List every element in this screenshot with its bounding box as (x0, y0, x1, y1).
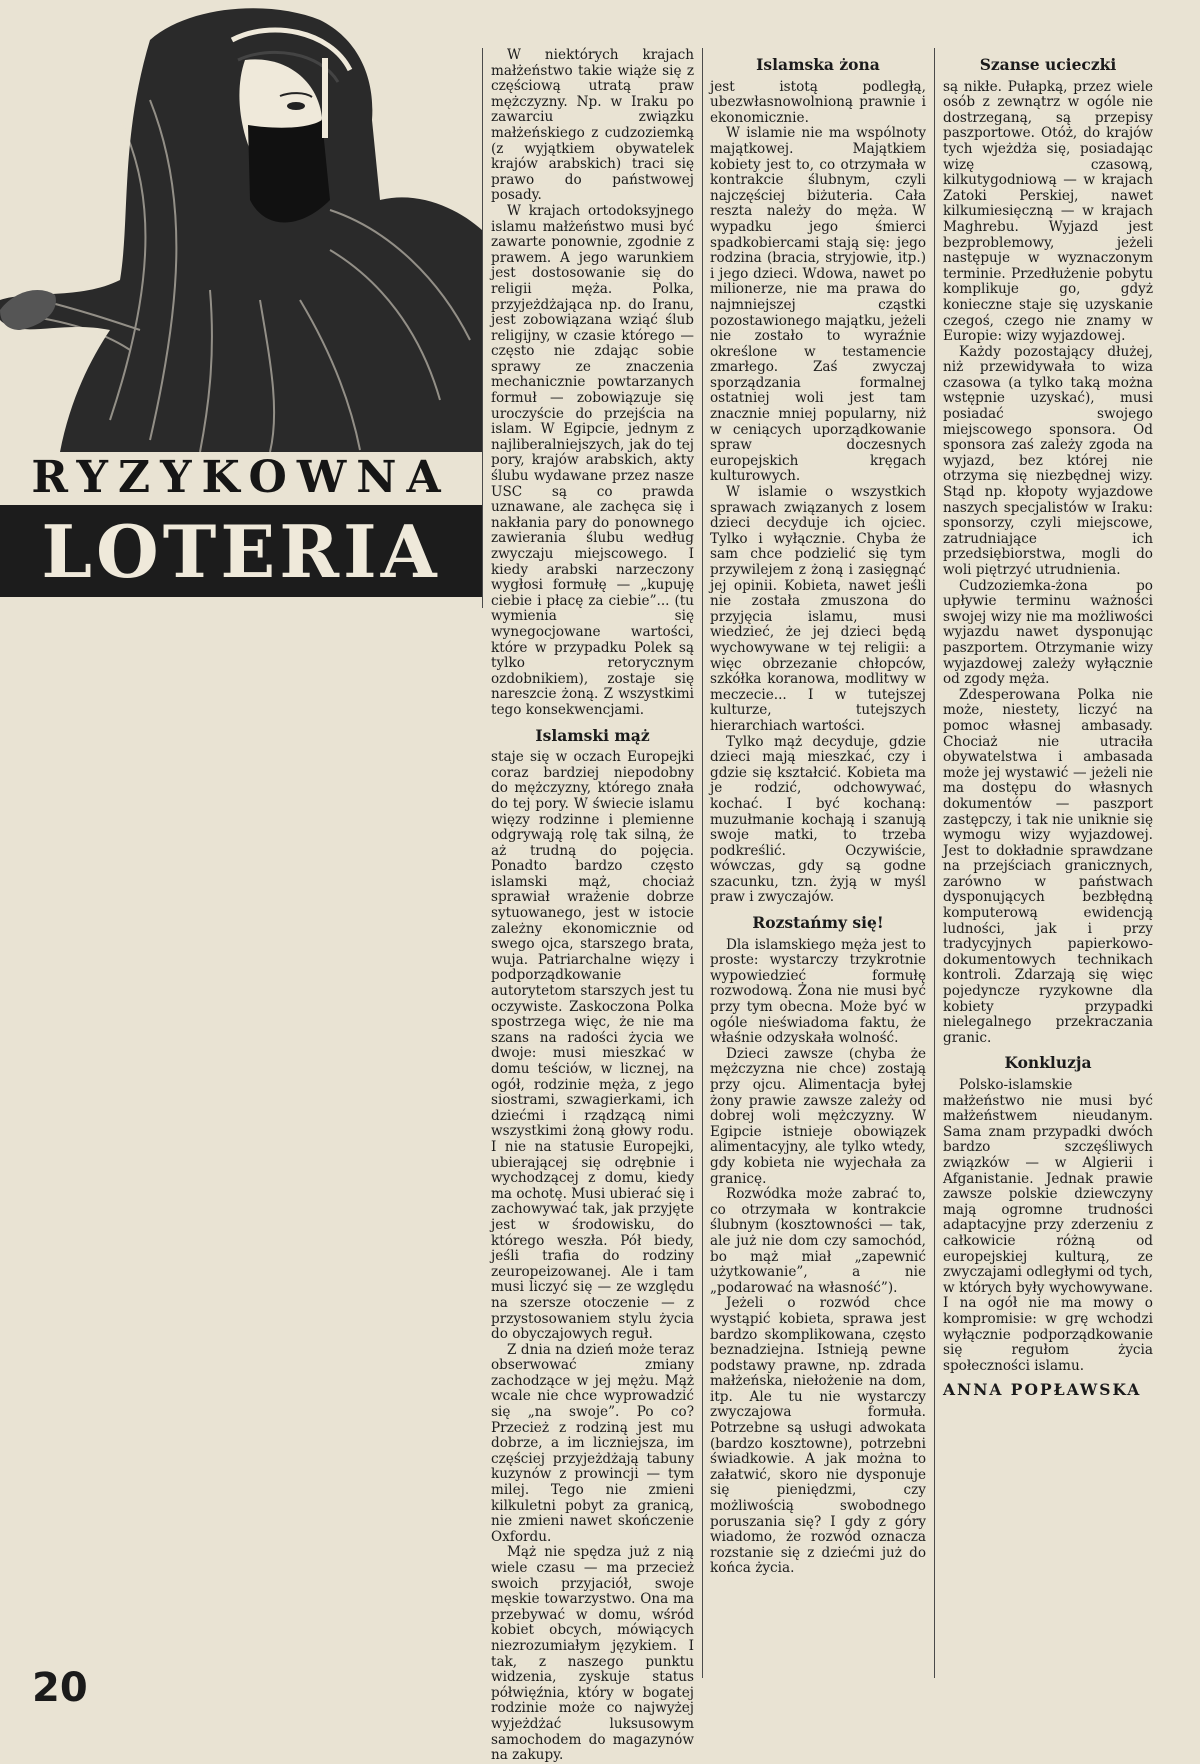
column-rule (482, 48, 483, 608)
veiled-woman-illustration (0, 0, 482, 452)
section-heading: Konkluzja (1004, 1053, 1092, 1073)
paragraph: staje się w oczach Europejki coraz bardziej niepodobny do mężczyzny, którego znała do tej pory. W świecie islamu więzy rodzinne i plemienne odgrywają rolę tak silną, że aż trudną do pojęcia. Ponadto bardzo często islamski mąż, chociaż sprawiał wrażenie dobrze sytuowanego, jest w istocie zależny ekonomicznie od swego ojca, starszego brata, wuja. Patriarchalne więzy i podporządkowanie autorytetom starszych jest tu oczywiste. Zaskoczona Polka spostrzega więc, że nie ma szans na radości życia we dwoje: musi mieszkać w domu teściów, w licznej, na ogół, rodzinie męża, z jego siostrami, szwagierkami, ich dziećmi i rządzącą nimi wszystkimi żoną głowy rodu. I nie na statusie Europejki, ubierającej się odrębnie i wychodzącej z domu, kiedy ma ochotę. Musi ubierać się i zachowywać tak, jak przyjęte jest w środowisku, do którego weszła. Pół biedy, jeśli trafia do rodziny zeuropeizowanej. Ale i tam musi liczyć się — ze względu na szersze otoczenie — z przystosowaniem stylu życia do obyczajowych reguł. (491, 749, 694, 1343)
paragraph: Zdesperowana Polka nie może, niestety, liczyć na pomoc własnej ambasady. Chociaż nie utraciła obywatelstwa i ambasada może jej wystawić — jeżeli nie ma dostępu do własnych dokumentów — paszport zastępczy, i tak nie uniknie się wymogu wizy wyjazdowej. Jest to dokładnie sprawdzane na przejściach granicznych, zarówno w państwach dysponujących bezbłędną komputerową ewidencją ludności, jak i przy tradycyjnych papierkowo-dokumentowych technikach kontroli. Zdarzają się więc pojedyncze ryzykowne dla kobiety przypadki nielegalnego przekraczania granic. (943, 686, 1153, 1046)
paragraph: jest istotą podległą, ubezwłasnowolnioną prawnie i ekonomicznie. (710, 78, 926, 126)
column-rule (702, 48, 703, 1678)
article-column-4 (710, 48, 926, 1678)
column-rule (934, 48, 935, 1678)
headline-line1: RYZYKOWNA (0, 456, 482, 500)
article-column-5 (943, 48, 1153, 1678)
paragraph: W niektórych krajach małżeństwo takie wiąże się z częściową utratą praw mężczyzny. Np. w Iraku po zawarciu związku małżeńskiego z cudzoziemką (z wyjątkiem obywatelek krajów arabskich) traci się prawo do państwowej posady. (491, 47, 694, 204)
paragraph: W islamie nie ma wspólnoty majątkowej. Majątkiem kobiety jest to, co otrzymała w kontrakcie ślubnym, czyli najczęściej biżuteria. Cała reszta należy do męża. W wypadku jego śmierci spadkobiercami stają się: jego rodzina (bracia, stryjowie, itp.) i jego dzieci. Wdowa, nawet po milionerze, nie ma prawa do najmniejszej cząstki pozostawionego majątku, jeżeli nie zostało to wyraźnie określone w testamencie zmarłego. Zaś zwyczaj sporządzania formalnej ostatniej woli jest tam znacznie mniej popularny, niż w ceniących uporządkowanie spraw doczesnych europejskich kręgach kulturowych. (710, 125, 926, 485)
paragraph: Polsko-islamskie małżeństwo nie musi być małżeństwem nieudanym. Sama znam przypadki dwóch bardzo szczęśliwych związków — w Algierii i Afganistanie. Jednak prawie zawsze polskie dziewczyny mają ogromne trudności adaptacyjne przy zderzeniu z całkowicie różną od europejskiej kulturą, ze zwyczajami odległymi od tych, w których były wychowywane. I na ogół nie ma mowy o kompromisie: w grę wchodzi wyłącznie podporządkowanie się regułom życia społeczności islamu. (943, 1077, 1153, 1374)
paragraph: Rozwódka może zabrać to, co otrzymała w kontrakcie ślubnym (kosztowności — tak, ale już nie dom czy samochód, bo mąż miał „zapewnić użytkowanie”, a nie „podarować na własność”). (710, 1186, 926, 1296)
paragraph: Z dnia na dzień może teraz obserwować zmiany zachodzące w jej mężu. Mąż wcale nie chce wyprowadzić się „na swoje”. Po co? Przecież z rodziną jest mu dobrze, a im liczniejsza, im częściej przyjeżdżają tabuny kuzynów z prowincji — tym milej. Tego nie zmieni kilkuletni pobyt za granicą, nie zmieni nawet skończenie Oxfordu. (491, 1341, 694, 1545)
paragraph: W krajach ortodoksyjnego islamu małżeństwo musi być zawarte ponownie, zgodnie z prawem. A jego warunkiem jest dostosowanie się do religii męża. Polka, przyjeżdżająca np. do Iranu, jest zobowiązana wziąć ślub religijny, w czasie którego — często nie zdając sobie sprawy ze znaczenia mechanicznie powtarzanych formuł — zobowiązuje się uroczyście do przejścia na islam. W Egipcie, jednym z najliberalniejszych, jak do tej pory, krajów arabskich, akty ślubu wydawane przez nasze USC są co prawda uznawane, ale zachęca się i nakłania pary do ponownego zawierania ślubu według zwyczaju miejscowego. I kiedy arabski narzeczony wygłosi formułę — „kupuję ciebie i płacę za ciebie”... (tu wymienia się wynegocjowane wartości, które w przypadku Polek są tylko retorycznym ozdobnikiem), zostaje się nareszcie żoną. Z wszystkimi tego konsekwencjami. (491, 202, 694, 718)
paragraph: Każdy pozostający dłużej, niż przewidywała to wiza czasowa (a tylko taką można wstępnie uzyskać), musi posiadać swojego miejscowego sponsora. Od sponsora zaś zależy zgoda na wyjazd, bez której nie otrzyma się niezbędnej wizy. Stąd np. kłopoty wyjazdowe naszych specjalistów w Iraku: sponsorzy, czyli miejscowe, zatrudniające ich przedsiębiorstwa, mogli do woli piętrzyć utrudnienia. (943, 343, 1153, 578)
headline-line2: LOTERIA (41, 509, 441, 594)
paragraph: Cudzoziemka-żona po upływie terminu ważności swojej wizy nie ma możliwości wyjazdu nawet dysponując paszportem. Otrzymanie wizy wyjazdowej zależy wyłącznie od zgody męża. (943, 577, 1153, 688)
paragraph: Tylko mąż decyduje, gdzie dzieci mają mieszkać, czy i gdzie się kształcić. Kobieta ma je rodzić, odchowywać, kochać. I być kochaną: muzułmanie kochają i szanują swoje matki, to trzeba podkreślić. Oczywiście, wówczas, gdy są godne szacunku, tzn. żyją w myśl praw i zwyczajów. (710, 733, 926, 906)
paragraph: W islamie o wszystkich sprawach związanych z losem dzieci decyduje ich ojciec. Tylko i wyłącznie. Chyba że sam chce podzielić się tym przywilejem z żoną i zasięgnąć jej opinii. Kobieta, nawet jeśli nie została zmuszona do przyjęcia islamu, musi wiedzieć, że jej dzieci będą wychowywane w tej religii: a więc obrzezanie chłopców, szkółka koranowa, modlitwy w meczecie... I w tutejszej kulturze, tutejszych hierarchiach wartości. (710, 484, 926, 734)
paragraph: Dzieci zawsze (chyba że mężczyzna nie chce) zostają przy ojcu. Alimentacja byłej żony prawie zawsze zależy od dobrej woli mężczyzny. W Egipcie istnieje obowiązek alimentacyjny, ale tylko wtedy, gdy kobieta nie wyjechała za granicę. (710, 1045, 926, 1187)
author-signature: ANNA POPŁAWSKA (943, 1380, 1142, 1400)
section-heading: Rozstańmy się! (752, 913, 884, 933)
section-heading: Islamska żona (756, 55, 880, 74)
paragraph: Mąż nie spędza już z nią wiele czasu — ma przecież swoich przyjaciół, swoje męskie towarzystwo. Ona ma przebywać w domu, wśród kobiet obcych, mówiących niezrozumiałym językiem. I tak, z naszego punktu widzenia, zyskuje status półwięźnia, który w bogatej rodzinie może co najwyżej wyjeżdżać luksusowym samochodem do magazynów na zakupy. (491, 1544, 694, 1764)
paragraph: Dla islamskiego męża jest to proste: wystarczy trzykrotnie wypowiedzieć formułę rozwodową. Żona nie musi być przy tym obecna. Może być w ogóle nieświadoma faktu, że właśnie odzyskała wolność. (710, 936, 926, 1047)
paragraph: są nikłe. Pułapką, przez wiele osób z zewnątrz w ogóle nie dostrzeganą, są przepisy paszportowe. Otóż, do krajów tych wjeżdża się, posiadając wizę czasową, kilkutygodniową — w krajach Zatoki Perskiej, nawet kilkumiesięczną — w krajach Maghrebu. Wyjazd jest bezproblemowy, jeżeli następuje w wyznaczonym terminie. Przedłużenie pobytu komplikuje go, gdyż konieczne staje się uzyskanie czegoś, czego nie znamy w Europie: wizy wyjazdowej. (943, 78, 1153, 345)
page-number: 20 (32, 1665, 88, 1711)
section-heading: Szanse ucieczki (979, 55, 1117, 74)
section-heading: Islamski mąż (535, 725, 650, 745)
paragraph: Jeżeli o rozwód chce wystąpić kobieta, sprawa jest bardzo skomplikowana, często beznadziejna. Istnieją pewne podstawy prawne, np. zdrada małżeńska, niełożenie na dom, itp. Ale tu nie wystarczy zwyczajowa formuła. Potrzebne są usługi adwokata (bardzo kosztowne), potrzebni świadkowie. A jak można to załatwić, skoro nie dysponuje się pieniędzmi, czy możliwością swobodnego poruszania się? I gdy z góry wiadomo, że rozwód oznacza rozstanie się z dziećmi już do końca życia. (710, 1295, 926, 1577)
article-column-3 (491, 47, 694, 1764)
